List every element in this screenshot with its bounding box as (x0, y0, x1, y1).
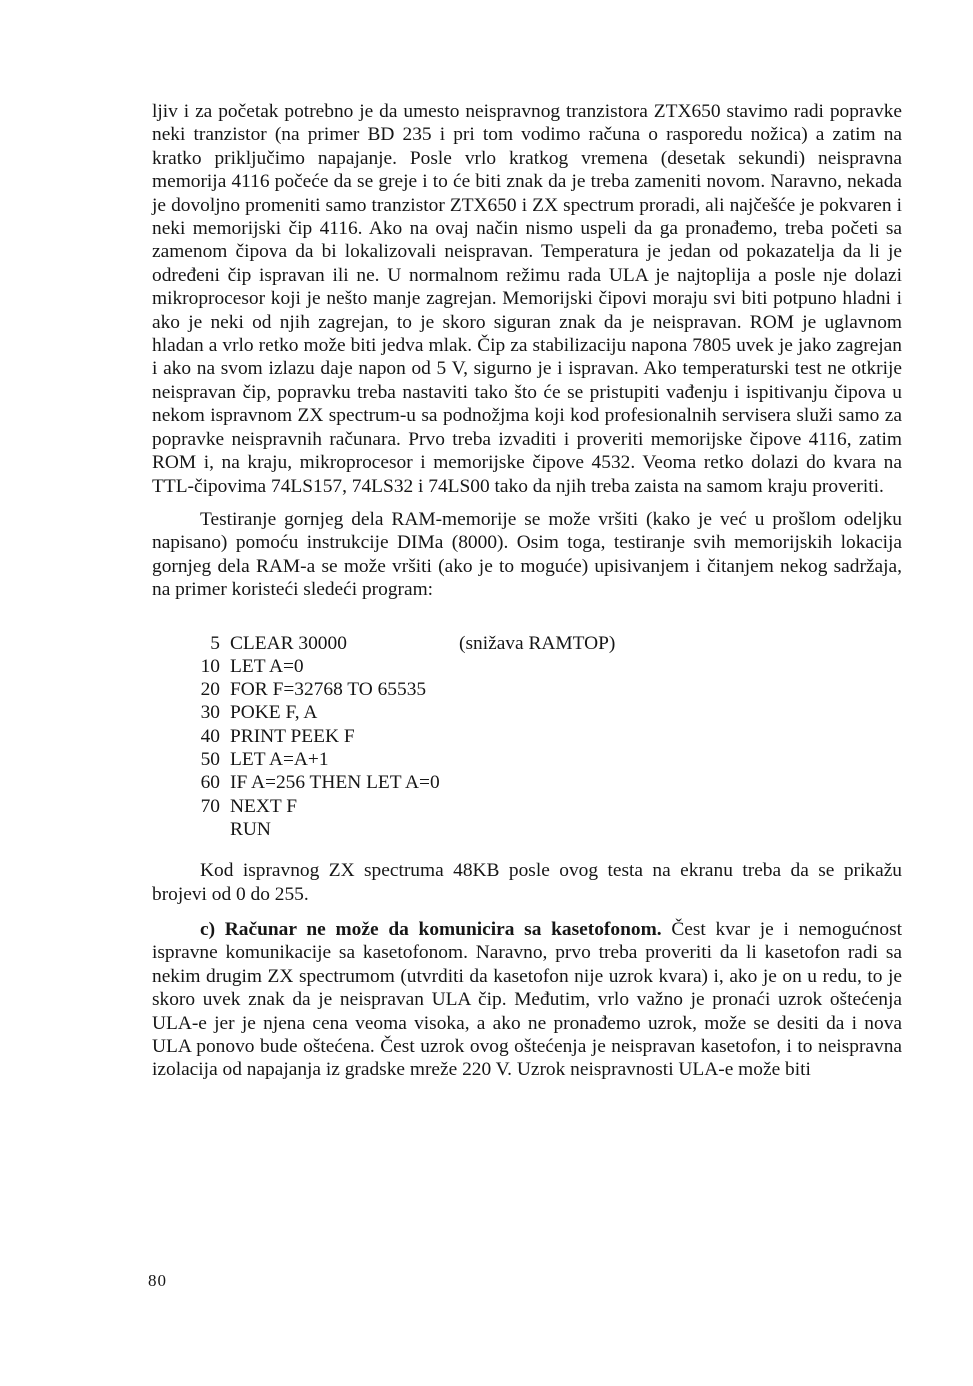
paragraph-cassette-fault (152, 918, 902, 1082)
page-body (152, 100, 902, 1082)
line-statement: CLEAR 30000 (230, 632, 347, 654)
line-statement: PRINT PEEK F (230, 725, 355, 747)
line-statement: IF A=256 THEN LET A=0 (230, 772, 440, 794)
program-line (152, 818, 902, 841)
program-line (152, 725, 902, 748)
program-line (152, 771, 902, 794)
page-number: 80 (148, 1271, 167, 1290)
line-number: 5 (210, 632, 220, 654)
line-number: 30 (200, 702, 220, 724)
paragraph-tranzistor-repair: ljiv i za početak potrebno je da umesto neispravnog tranzistora ZTX650 stavimo radi popravke neki tranzistor (na primer BD 235 i pri tom vodimo računa o rasporedu nožica) a zatim na kratko priključimo napajanje. Posle vrlo kratkog vremena (desetak sekundi) neispravna memorija 4116 počeće da se greje i to će biti znak da je treba zameniti novom. Naravno, nekada je dovoljno promeniti samo tranzistor ZTX650 i ZX spectrum proradi, ali najčešće je pokvaren i neki memorijski čip 4116. Ako na ovaj način nismo uspeli da ga pronađemo, treba početi sa zamenom čipova da bi lokalizovali neispravan. Temperatura je jedan od pokazatelja da li je određeni čip ispravan ili ne. U normalnom režimu rada ULA je najtoplija a posle nje dolazi mikroprocesor koji je nešto manje zagrejan. Memorijski čipovi moraju svi biti potpuno hladni i ako je neki od njih zagrejan, to je skoro siguran znak da je neispravan. ROM je uglavnom hladan a vrlo retko može biti jedva mlak. Čip za stabilizaciju napona 7805 uvek je jako zagrejan i ako na svom izlazu daje napon od 5 V, sigurno je i ispravan. Ako temperaturski test ne otkrije neispravan čip, popravku treba nastaviti tako što će se pristupiti vađenju i ispitivanju čipova u nekom ispravnom ZX spectrum-u sa podnožjma koji kod profesionalnih servisera služi samo za popravke neispravnih računara. Prvo treba izvaditi i proveriti memorijske čipove 4116, zatim ROM i, na kraju, mikroprocesor i memorijske čipove 4532. Veoma retko dolazi do kvara na TTL-čipovima 74LS157, 74LS32 i 74LS00 tako da njih treba zaista na samom kraju proveriti. (152, 101, 902, 497)
program-line (152, 678, 902, 701)
paragraph-ram-testing: Testiranje gornjeg dela RAM-memorije se može vršiti (kako je već u prošlom odeljku napisano) pomoću instrukcije DIMa (8000). Osim toga, testiranje svih memorijskih lokacija gornjeg dela RAM-a se može vršiti (ako je to moguće) upisivanjem i čitanjem nekog sadržaja, na primer koristeći sledeći program: (152, 508, 902, 601)
line-statement: LET A=0 (230, 655, 304, 677)
program-line (152, 795, 902, 818)
line-statement: POKE F, A (230, 702, 318, 724)
line-number: 50 (200, 749, 220, 771)
line-statement: RUN (230, 818, 271, 840)
section-heading: c) Računar ne može da komunicira sa kasetofonom. (200, 919, 662, 941)
line-statement: LET A=A+1 (230, 749, 329, 771)
paragraph-test-result: Kod ispravnog ZX spectruma 48KB posle ovog testa na ekranu treba da se prikažu brojevi od 0 do 255. (152, 860, 902, 905)
program-line (152, 701, 902, 724)
program-line (152, 748, 902, 771)
line-statement: FOR F=32768 TO 65535 (230, 679, 427, 701)
program-line (152, 632, 902, 655)
line-number: 70 (200, 795, 220, 817)
basic-program-listing (152, 632, 902, 842)
line-statement: NEXT F (230, 795, 297, 817)
line-number: 10 (200, 655, 220, 677)
line-comment: (snižava RAMTOP) (459, 632, 616, 654)
program-line (152, 655, 902, 678)
line-number: 40 (200, 725, 220, 747)
section-body: Čest kvar je i nemogućnost ispravne komunikacije sa kasetofonom. Naravno, prvo treba proveriti da li kasetofon radi sa nekim drugim ZX spectrumom (utvrditi da kasetofon nije uzrok kvara) i, ako je on u redu, to je skoro uvek znak da je neispravan ULA čip. Međutim, vrlo važno je pronaći uzrok oštećenja ULA-e jer je njena cena veoma visoka, a ako ne pronađemo uzrok, može se desiti da i nova ULA ponovo bude oštećena. Čest uzrok ovog oštećenja je neispravan kasetofon, i to neispravna izolacija od napajanja iz gradske mreže 220 V. Uzrok neispravnosti ULA-e može biti (152, 919, 903, 1081)
line-number: 60 (200, 772, 220, 794)
line-number: 20 (200, 679, 220, 701)
